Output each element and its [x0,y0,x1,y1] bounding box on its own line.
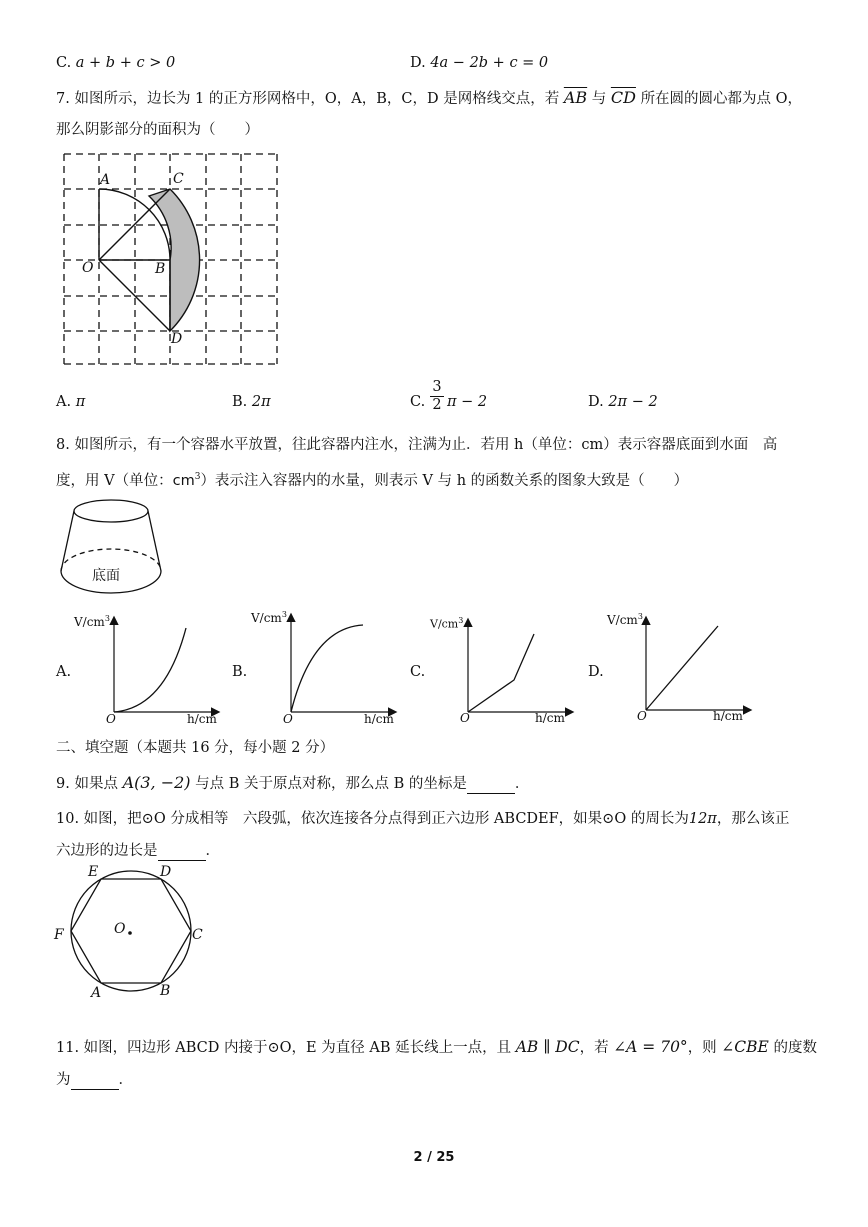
q8-graph-c-xlabel: h/cm [535,711,565,725]
q7-fraction-denominator: 2 [432,397,442,413]
q8-container-label: 底面 [92,568,120,584]
q8-graph-b [287,613,397,716]
q11-parallel: AB ∥ DC [515,1038,580,1056]
q8-graph-c-line [468,634,534,712]
q10-point-c: C [192,927,203,943]
section-fill-in-heading: 二、填空题（本题共 16 分，每小题 2 分） [56,740,335,756]
q7-option-b-letter: B. [232,394,248,410]
q9-text-a: 9. 如果点 [56,776,118,792]
q8-graph-d-line [646,626,718,710]
q8-unit: cm [172,472,195,489]
q6-option-d-expr: 4a − 2b + c = 0 [430,55,549,71]
q8-option-a-letter: A. [56,664,72,680]
q8-graph-b-ylabel-sup: 3 [281,610,287,619]
q11-text-f: ． [118,1072,133,1088]
q10-text-c: 六边形的边长是 [56,843,158,859]
q10-stem-line2 [56,841,220,861]
q8-graph-b-ylabel [251,610,287,625]
q7-text-c: 所在圆的圆心都为点 O， [640,91,803,107]
q10-text-d: ． [205,843,220,859]
q8-graph-a-ylabel-sup: 3 [104,614,110,623]
q10-figure [68,868,194,994]
q10-point-e: E [88,864,99,880]
q8-graph-c-ylabel-text: V/cm [430,617,459,631]
q10-point-f: F [54,927,64,943]
q8-unit-sup: 3 [194,472,201,482]
q8-graph-a-curve [114,628,186,712]
q8-graph-c [464,618,574,716]
q8-stem-line2 [56,467,688,491]
q7-option-c-rest [447,392,487,412]
q6-option-c [56,53,175,73]
q6-option-c-expr: a + b + c > 0 [75,55,176,71]
q10-text-a: 10. 如图，把⊙O 分成相等 六段弧，依次连接各分点得到正六边形 ABCDEF，如果⊙O 的周长为 [56,811,689,827]
q7-arc-cd: $\overline{CD}$ [610,88,636,107]
q7-option-b-expr: 2π [251,394,271,410]
q7-option-c-letter: C. [410,394,426,410]
q10-hexagon [71,879,191,983]
q7-option-d-letter: D. [588,394,604,410]
q10-circle [71,871,191,991]
q8-graph-b-ylabel-text: V/cm [251,611,282,625]
q7-point-c: C [173,171,184,187]
q8-option-d-letter: D. [588,664,604,680]
q7-option-c [410,392,425,412]
q7-point-d: D [171,331,183,347]
q8-graph-a-ylabel-text: V/cm [74,615,105,629]
q6-option-d [410,53,548,73]
q10-point-o: O [114,921,126,937]
q7-point-b: B [155,261,166,277]
q8-option-c-letter: C. [410,664,426,680]
q6-option-d-letter: D. [410,55,426,71]
q9-text-b: 与点 B 关于原点对称，那么点 B 的坐标是 [195,776,467,792]
q9-answer-blank[interactable] [467,779,515,794]
q8-graph-d-origin: O [637,709,647,723]
q8-graph-b-curve [291,625,363,712]
q8-graph-d-xlabel: h/cm [713,709,743,723]
q7-stem-line2: 那么阴影部分的面积为（ ） [56,122,259,138]
q11-text-b: ，若 [579,1040,609,1056]
q7-text-a: 7. 如图所示，边长为 1 的正方形网格中，O，A，B，C，D 是网格线交点，若 [56,91,560,107]
q7-option-d-expr: 2π − 2 [608,394,658,410]
q8-text-a: 度，用 V（单位： [56,472,173,489]
q11-text-d: 的度数 [773,1040,817,1056]
q8-option-b-letter: B. [232,664,248,680]
q10-text-b: ，那么该正 [716,811,790,827]
q9-text-c: ． [514,776,530,792]
q6-option-c-letter: C. [56,55,72,71]
q10-perimeter: 12π [688,811,717,827]
q8-graph-b-origin: O [283,712,293,726]
q8-graph-b-xlabel: h/cm [364,712,394,726]
q8-graph-d-ylabel-sup: 3 [637,612,643,621]
q7-point-a: A [100,172,111,188]
q8-graph-c-origin: O [460,711,470,725]
q7-point-o: O [82,260,94,276]
q11-target-angle: ∠CBE [721,1038,769,1056]
q8-graph-d-ylabel [607,612,643,627]
q11-stem-line1 [56,1037,817,1058]
q7-option-a-expr: π [75,394,86,410]
q9-point: A(3, −2) [122,773,191,792]
q10-answer-blank[interactable] [158,846,206,861]
q11-angle: ∠A = 70° [613,1038,688,1056]
q7-option-c-expr: π − 2 [447,394,488,410]
q8-text-b: ）表示注入容器内的水量，则表示 V 与 h 的函数关系的图象大致是（ ） [200,472,689,489]
q10-point-d: D [160,864,172,880]
q7-text-b: 与 [591,91,607,107]
q7-arc-ab: $\overline{AB}$ [563,88,588,107]
q11-text-e: 为 [56,1072,71,1088]
q8-graph-d [642,616,752,714]
q7-option-a [56,392,85,412]
q10-stem-line1 [56,809,789,829]
q11-text-c: ，则 [687,1040,717,1056]
q7-option-c-fraction [430,379,444,414]
q8-graph-a [110,616,220,716]
q7-fraction-numerator: 3 [430,379,444,397]
q7-option-b [232,392,271,412]
q8-stem-line1: 8. 如图所示，有一个容器水平放置，往此容器内注水，注满为止．若用 h（单位：cm）表示容器底面到水面 高 [56,437,778,453]
q8-graph-a-origin: O [106,712,116,726]
q8-graph-a-ylabel [74,614,110,629]
q8-graph-c-ylabel-sup: 3 [458,616,464,625]
q10-point-b: B [160,983,171,999]
q7-option-d [588,392,658,412]
q7-stem-line1 [56,88,802,109]
q9-stem [56,773,529,794]
q11-stem-line2 [56,1070,133,1090]
q8-graph-d-ylabel-text: V/cm [607,613,638,627]
q10-point-a: A [91,985,102,1001]
page-number: 2 / 25 [413,1150,455,1165]
q11-text-a: 11. 如图，四边形 ABCD 内接于⊙O，E 为直径 AB 延长线上一点，且 [56,1040,512,1056]
q11-answer-blank[interactable] [71,1075,119,1090]
q8-graph-c-ylabel [430,616,463,631]
q8-graph-a-xlabel: h/cm [187,712,217,726]
q7-option-a-letter: A. [56,394,72,410]
